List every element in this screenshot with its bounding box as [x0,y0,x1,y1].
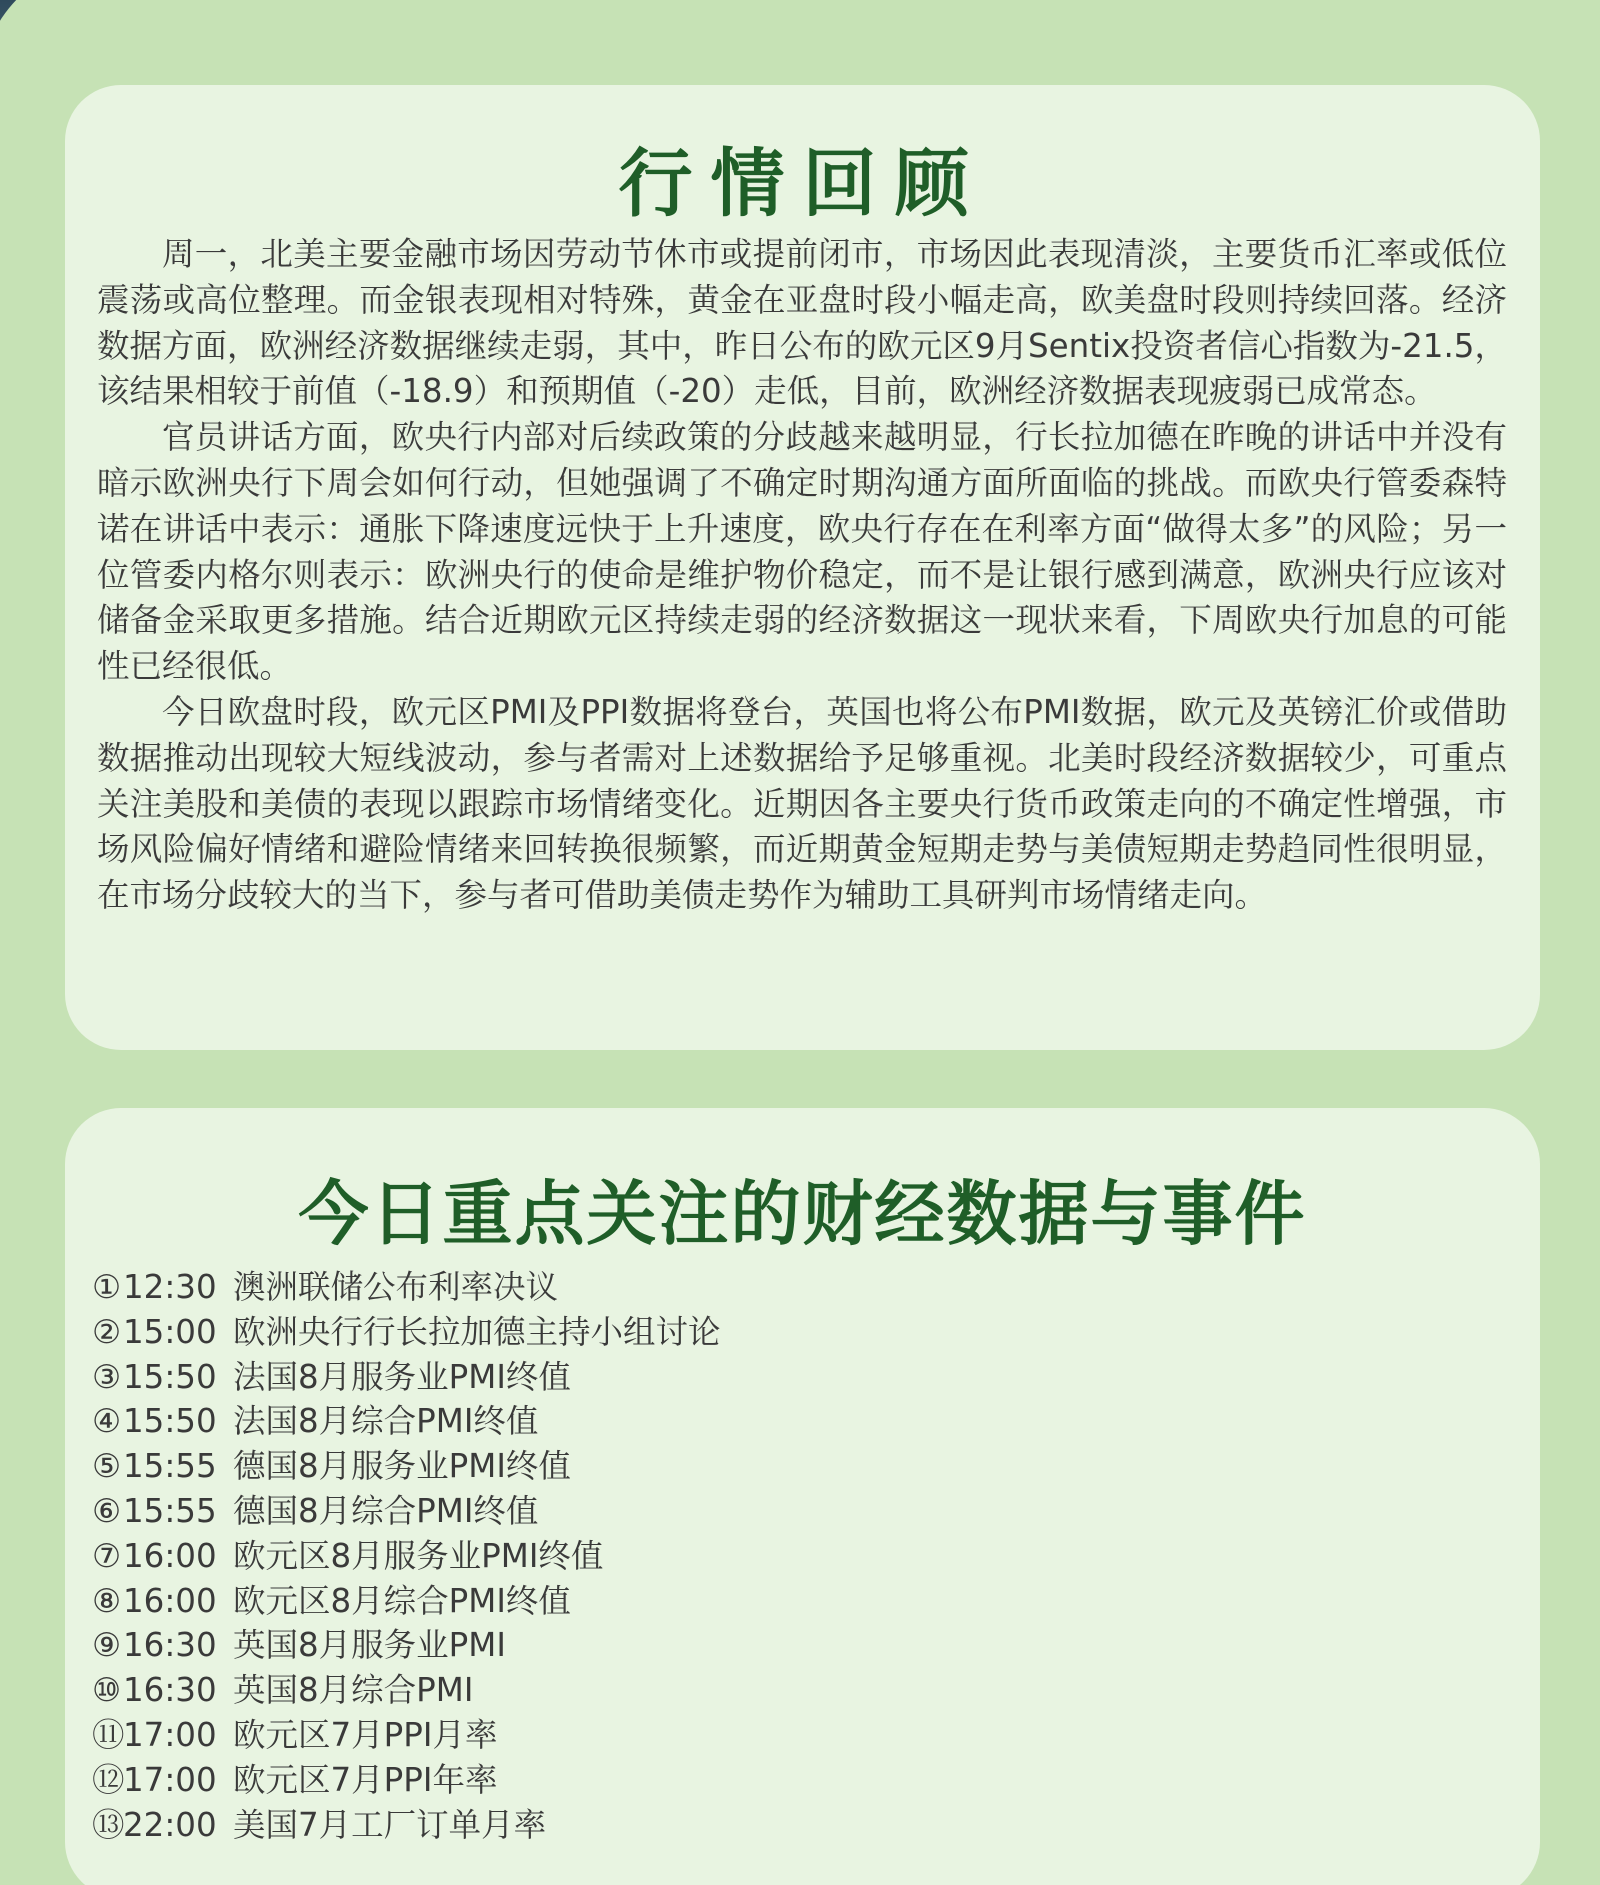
event-time: 15:55 [123,1491,217,1530]
event-item [92,1623,1092,1668]
key-events-title: 今日重点关注的财经数据与事件 [298,1173,1307,1255]
event-number: ⑪ [92,1715,125,1754]
event-item [92,1399,1092,1444]
event-text: 欧元区7月PPI月率 [233,1715,498,1754]
event-number: ⑥ [92,1491,122,1530]
event-item [92,1668,1092,1713]
event-time: 17:00 [123,1760,217,1799]
market-review-title: 行情回顾 [618,141,987,227]
event-item [92,1579,1092,1624]
event-item [92,1355,1092,1400]
event-text: 美国7月工厂订单月率 [233,1805,547,1844]
event-number: ⑨ [92,1626,122,1665]
review-paragraph: 今日欧盘时段，欧元区PMI及PPI数据将登台，英国也将公布PMI数据，欧元及英镑汇价或借助数据推动出现较大短线波动，参与者需对上述数据给予足够重视。北美时段经济数据较少，可重点关注美股和美债的表现以跟踪市场情绪变化。近期因各主要央行货币政策走向的不确定性增强，市场风险偏好情绪和避险情绪来回转换很频繁，而近期黄金短期走势与美债短期走势趋同性很明显，在市场分歧较大的当下，参与者可借助美债走势作为辅助工具研判市场情绪走向。 [97,692,1507,915]
event-item [92,1265,1092,1310]
event-number: ⑧ [92,1581,122,1620]
market-review-card [65,85,1540,1050]
event-text: 英国8月综合PMI [233,1671,474,1710]
event-text: 欧元区7月PPI年率 [233,1760,498,1799]
event-time: 22:00 [123,1805,217,1844]
event-text: 欧洲央行行长拉加德主持小组讨论 [233,1312,721,1351]
event-item [92,1534,1092,1579]
event-number: ⑬ [92,1805,125,1844]
review-paragraph: 官员讲话方面，欧央行内部对后续政策的分歧越来越明显，行长拉加德在昨晚的讲话中并没有暗示欧洲央行下周会如何行动，但她强调了不确定时期沟通方面所面临的挑战。而欧央行管委森特诺在讲话中表示：通胀下降速度远快于上升速度，欧央行存在在利率方面“做得太多”的风险；另一位管委内格尔则表示：欧洲央行的使命是维护物价稳定，而不是让银行感到满意，欧洲央行应该对储备金采取更多措施。结合近期欧元区持续走弱的经济数据这一现状来看，下周欧央行加息的可能性已经很低。 [97,418,1507,686]
event-time: 15:50 [123,1402,217,1441]
event-time: 15:55 [123,1447,217,1486]
event-time: 12:30 [123,1268,217,1306]
event-number: ⑩ [92,1671,122,1710]
event-text: 德国8月服务业PMI终值 [233,1447,571,1486]
event-list [92,1265,1092,1847]
market-review-text [97,232,1507,919]
event-item [92,1713,1092,1758]
event-time: 16:30 [123,1626,217,1665]
event-item [92,1444,1092,1489]
event-time: 16:00 [123,1581,217,1620]
review-paragraph: 周一，北美主要金融市场因劳动节休市或提前闭市，市场因此表现清淡，主要货币汇率或低位震荡或高位整理。而金银表现相对特殊，黄金在亚盘时段小幅走高，欧美盘时段则持续回落。经济数据方面，欧洲经济数据继续走弱，其中，昨日公布的欧元区9月Sentix投资者信心指数为-21.5，该结果相较于前值（-18.9）和预期值（-20）走低，目前，欧洲经济数据表现疲弱已成常态。 [97,235,1507,411]
event-item [92,1758,1092,1803]
event-text: 英国8月服务业PMI [233,1626,506,1665]
key-events-card [65,1108,1540,1885]
event-item [92,1489,1092,1534]
event-item [92,1310,1092,1355]
event-number: ⑤ [92,1447,122,1486]
event-number: ③ [92,1357,122,1396]
event-time: 15:50 [123,1357,217,1396]
event-text: 法国8月服务业PMI终值 [233,1357,571,1396]
event-text: 欧元区8月服务业PMI终值 [233,1536,604,1575]
event-number: ⑦ [92,1536,122,1575]
event-time: 17:00 [123,1715,217,1754]
event-number: ⑫ [92,1760,125,1799]
event-text: 德国8月综合PMI终值 [233,1491,539,1530]
event-text: 法国8月综合PMI终值 [233,1402,539,1441]
event-text: 欧元区8月综合PMI终值 [233,1581,571,1620]
event-item [92,1803,1092,1848]
event-time: 16:00 [123,1536,217,1575]
event-time: 16:30 [123,1671,217,1710]
event-text: 澳洲联储公布利率决议 [233,1268,559,1306]
event-number: ② [92,1312,122,1351]
event-number: ① [92,1268,122,1306]
event-time: 15:00 [123,1312,217,1351]
event-number: ④ [92,1402,122,1441]
